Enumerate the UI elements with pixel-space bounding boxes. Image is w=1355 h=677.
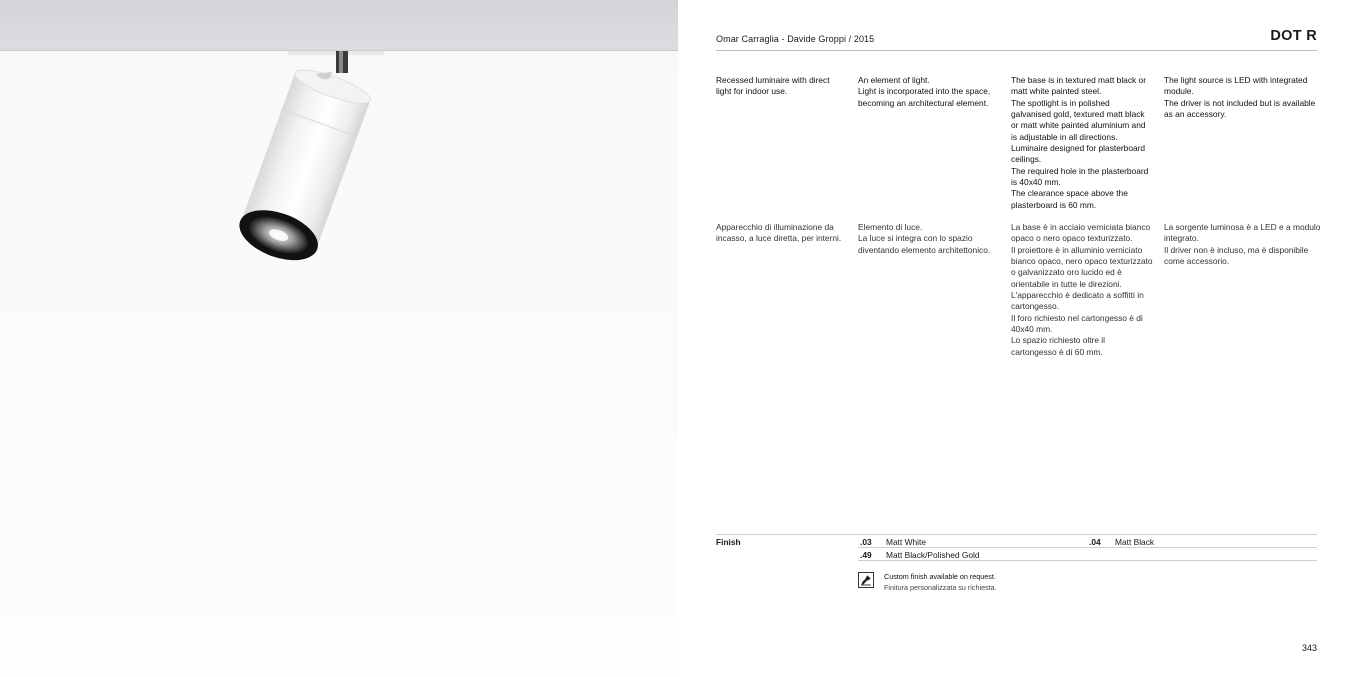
description-line: The light source is LED with integrated: [1164, 75, 1308, 85]
custom-finish-note-en: Custom finish available on request.: [884, 572, 996, 581]
finish-option: [860, 537, 926, 547]
description-line: is adjustable in all directions.: [1011, 131, 1118, 142]
description-line: plasterboard is 60 mm.: [1011, 199, 1097, 210]
finish-row-rule: [858, 547, 1317, 548]
description-line: cartongesso.: [1011, 301, 1059, 312]
paint-brush-icon: [858, 572, 874, 588]
description-line: diventando elemento architettonico.: [858, 244, 991, 255]
finish-code: .03: [860, 537, 872, 547]
description-line: Elemento di luce.: [858, 222, 923, 232]
finish-name: Matt Black: [1115, 537, 1155, 547]
description-line: Light is incorporated into the space,: [858, 86, 991, 97]
finish-name: Matt White: [886, 537, 927, 547]
finish-bottom-rule: [858, 560, 1317, 561]
description-line: becoming an architectural element.: [858, 97, 989, 108]
description-line: bianco opaco, nero opaco texturizzato: [1011, 256, 1153, 267]
description-column: [1164, 75, 1314, 120]
finish-option: [1089, 537, 1154, 547]
page-number: 343: [1301, 643, 1317, 653]
description-line: La sorgente luminosa è a LED e a modulo: [1164, 222, 1321, 232]
description-line: Apparecchio di illuminazione da: [716, 222, 834, 232]
finish-option: [860, 550, 980, 560]
finish-name: Matt Black/Polished Gold: [886, 550, 980, 560]
product-title: DOT R: [1270, 28, 1317, 44]
description-line: incasso, a luce diretta, per interni.: [716, 233, 842, 244]
description-line: Il foro richiesto nel cartongesso è di: [1011, 312, 1143, 323]
description-line: The spotlight is in polished: [1011, 97, 1110, 108]
description-line: light for indoor use.: [716, 86, 788, 97]
description-line: ceilings.: [1011, 154, 1042, 165]
description-line: cartongesso è di 60 mm.: [1011, 346, 1103, 357]
description-column: [1011, 75, 1153, 211]
description-line: The required hole in the plasterboard: [1011, 165, 1149, 176]
finish-label: Finish: [716, 537, 741, 547]
description-line: Il driver non è incluso, ma è disponibile: [1164, 244, 1309, 255]
description-line: Luminaire designed for plasterboard: [1011, 143, 1146, 154]
header-divider: [716, 50, 1317, 51]
finish-code: .04: [1089, 537, 1101, 547]
finish-top-rule: [716, 534, 1317, 535]
description-line: An element of light.: [858, 75, 930, 85]
description-line: 40x40 mm.: [1011, 324, 1053, 335]
description-column: [858, 222, 1000, 256]
description-line: The clearance space above the: [1011, 188, 1128, 199]
custom-finish-note-it: Finitura personalizzata su richiesta.: [884, 582, 997, 592]
description-line: The base is in textured matt black or: [1011, 75, 1146, 85]
description-line: Il proiettore è in alluminio verniciato: [1011, 244, 1143, 255]
description-column: [858, 75, 1000, 109]
description-line: The driver is not included but is available: [1164, 97, 1316, 108]
description-column: [1011, 222, 1153, 358]
description-line: come accessorio.: [1164, 256, 1230, 267]
description-line: integrato.: [1164, 233, 1199, 244]
description-line: galvanised gold, textured matt black: [1011, 109, 1145, 120]
description-column: [716, 222, 846, 245]
description-line: La luce si integra con lo spazio: [858, 233, 973, 244]
description-line: is 40x40 mm.: [1011, 177, 1061, 188]
description-line: orientabile in tutte le direzioni.: [1011, 278, 1122, 289]
finish-code: .49: [860, 550, 872, 560]
description-column: [716, 75, 846, 98]
description-line: La base è in acciaio verniciata bianco: [1011, 222, 1151, 232]
description-line: opaco o nero opaco texturizzato.: [1011, 233, 1133, 244]
designer-credit: Omar Carraglia - Davide Groppi / 2015: [716, 34, 875, 44]
description-line: as an accessory.: [1164, 109, 1227, 120]
description-line: Recessed luminaire with direct: [716, 75, 830, 85]
description-line: module.: [1164, 86, 1194, 97]
description-line: matt white painted steel.: [1011, 86, 1102, 97]
product-sheet-page: [678, 0, 1355, 677]
description-line: or matt white painted aluminium and: [1011, 120, 1146, 131]
description-column: [1164, 222, 1321, 267]
description-line: Lo spazio richiesto oltre il: [1011, 335, 1106, 346]
description-line: o galvanizzato oro lucido ed è: [1011, 267, 1122, 278]
description-line: L'apparecchio è dedicato a soffitti in: [1011, 290, 1144, 301]
custom-finish-note: [884, 572, 997, 593]
